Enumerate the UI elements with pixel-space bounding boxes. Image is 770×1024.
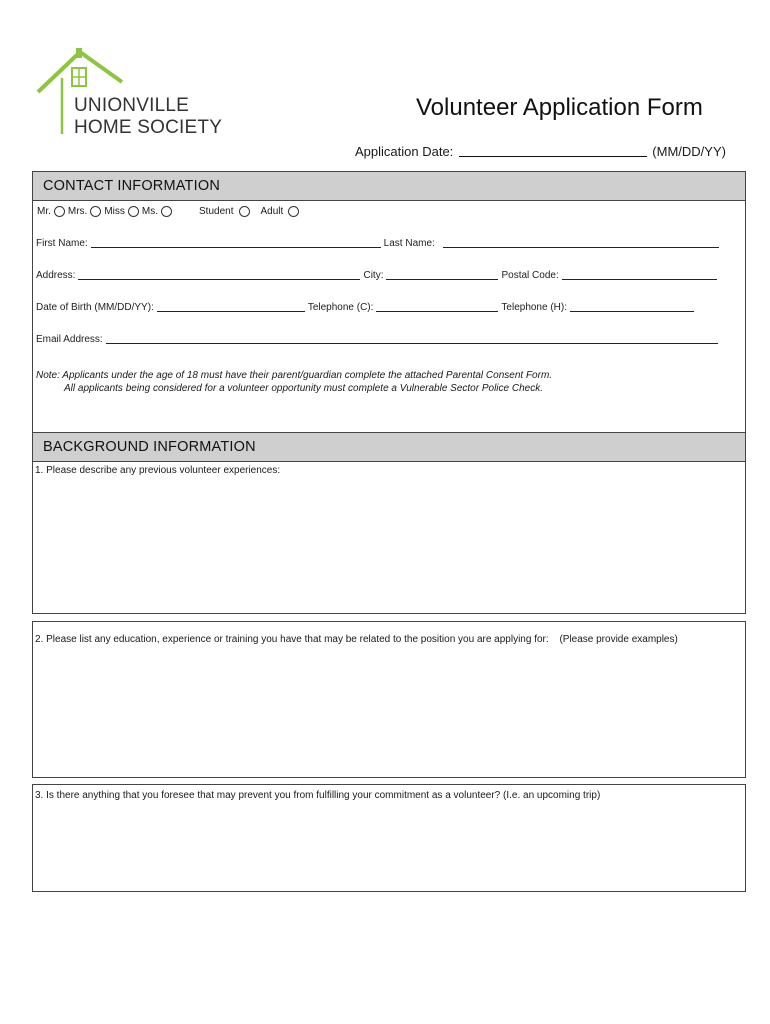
status-adult-radio[interactable] (288, 206, 299, 217)
title-miss-radio[interactable] (128, 206, 139, 217)
note-line-1: Note: Applicants under the age of 18 must have their parent/guardian complete the attached Parental Consent Form. (36, 370, 553, 381)
question-3-label: 3. Is there anything that you foresee that may prevent you from fulfilling your commitment as a volunteer? (I.e. an upcoming trip) (35, 790, 601, 801)
application-date-label: Application Date: (355, 144, 454, 159)
email-field[interactable] (106, 334, 718, 344)
address-label: Address: (36, 270, 76, 281)
dob-field[interactable] (157, 302, 305, 312)
telephone-c-field[interactable] (376, 302, 498, 312)
first-name-field[interactable] (91, 238, 381, 248)
question-2-hint: (Please provide examples) (559, 634, 678, 645)
first-name-label: First Name: (36, 238, 88, 249)
contact-header-label: CONTACT INFORMATION (43, 178, 220, 194)
last-name-label: Last Name: (383, 238, 435, 249)
application-date-field[interactable] (459, 144, 647, 157)
question-1-label: 1. Please describe any previous volunteer experiences: (35, 465, 281, 476)
title-miss-label: Miss (104, 206, 125, 217)
question-2-label: 2. Please list any education, experience or training you have that may be related to the position you are applying for: (35, 634, 549, 645)
contact-section-box (32, 200, 746, 433)
postal-code-label: Postal Code: (501, 270, 559, 281)
title-radio-group (37, 206, 302, 217)
note-line-2: All applicants being considered for a volunteer opportunity must complete a Vulnerable Sector Police Check. (64, 383, 543, 394)
title-mr-label: Mr. (37, 206, 51, 217)
telephone-c-label: Telephone (C): (307, 302, 374, 313)
status-adult-label: Adult (260, 206, 284, 217)
title-mr-radio[interactable] (54, 206, 65, 217)
applicant-note (36, 369, 552, 395)
city-field[interactable] (386, 270, 498, 280)
question-2-row (35, 634, 678, 645)
background-section-header (32, 432, 746, 462)
logo-line-1: UNIONVILLE (74, 95, 189, 116)
email-label: Email Address: (36, 334, 103, 345)
background-header-label: BACKGROUND INFORMATION (43, 439, 256, 455)
city-label: City: (363, 270, 384, 281)
page-title: Volunteer Application Form (416, 94, 703, 121)
title-mrs-label: Mrs. (67, 206, 88, 217)
title-ms-radio[interactable] (161, 206, 172, 217)
status-student-radio[interactable] (239, 206, 250, 217)
name-row (36, 238, 722, 249)
status-student-label: Student (199, 206, 234, 217)
dob-phone-row (36, 302, 697, 313)
question-1-box[interactable] (32, 461, 746, 614)
contact-section-header (32, 171, 746, 201)
telephone-h-label: Telephone (H): (501, 302, 567, 313)
application-date-format: (MM/DD/YY) (652, 144, 726, 159)
title-mrs-radio[interactable] (90, 206, 101, 217)
postal-code-field[interactable] (562, 270, 717, 280)
last-name-field[interactable] (443, 238, 719, 248)
logo-line-2: HOME SOCIETY (74, 117, 223, 138)
application-date-row (355, 144, 726, 159)
title-ms-label: Ms. (141, 206, 159, 217)
email-row (36, 334, 721, 345)
address-row (36, 270, 720, 281)
dob-label: Date of Birth (MM/DD/YY): (36, 302, 154, 313)
organization-logo (36, 48, 236, 140)
telephone-h-field[interactable] (570, 302, 694, 312)
address-field[interactable] (78, 270, 360, 280)
